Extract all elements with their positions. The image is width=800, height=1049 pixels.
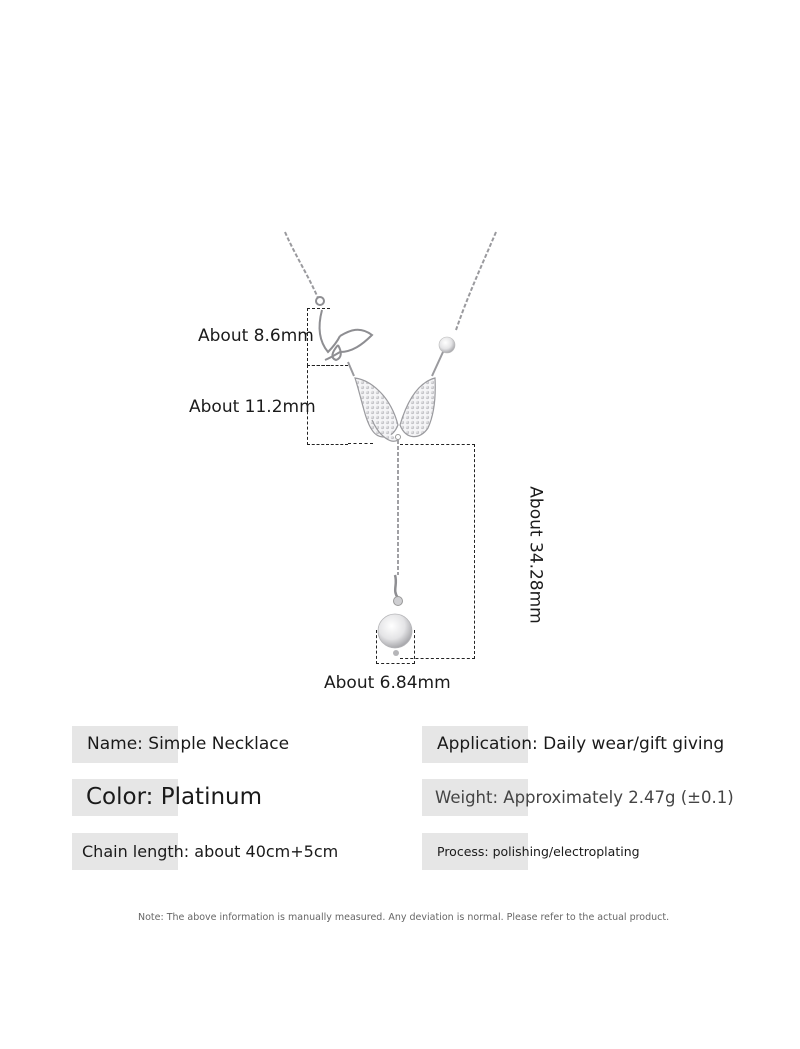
spec-process bbox=[422, 833, 752, 870]
spec-chain-length bbox=[72, 833, 402, 870]
dim-line-large-butterfly-bottom bbox=[348, 443, 373, 444]
spec-chain-length-text: Chain length: about 40cm+5cm bbox=[82, 842, 339, 861]
spec-application bbox=[422, 726, 752, 763]
spec-name bbox=[72, 726, 402, 763]
dimension-label-pearl: About 6.84mm bbox=[324, 673, 451, 693]
spec-color-text: Color: Platinum bbox=[86, 784, 263, 810]
dim-line-pearl bbox=[376, 630, 415, 664]
spec-weight bbox=[422, 779, 752, 816]
spec-application-text: Application: Daily wear/gift giving bbox=[437, 734, 725, 754]
measurement-note: Note: The above information is manually measured. Any deviation is normal. Please refer to the actual product. bbox=[138, 912, 670, 923]
dim-line-drop bbox=[400, 444, 475, 659]
spec-name-text: Name: Simple Necklace bbox=[87, 734, 290, 754]
dimension-label-small-butterfly: About 8.6mm bbox=[198, 326, 314, 346]
spec-process-text: Process: polishing/electroplating bbox=[437, 844, 640, 859]
dimension-label-large-butterfly: About 11.2mm bbox=[189, 397, 316, 417]
spec-color bbox=[72, 779, 402, 816]
spec-weight-text: Weight: Approximately 2.47g (±0.1) bbox=[435, 788, 734, 807]
dimension-label-drop-length: About 34.28mm bbox=[525, 486, 546, 624]
